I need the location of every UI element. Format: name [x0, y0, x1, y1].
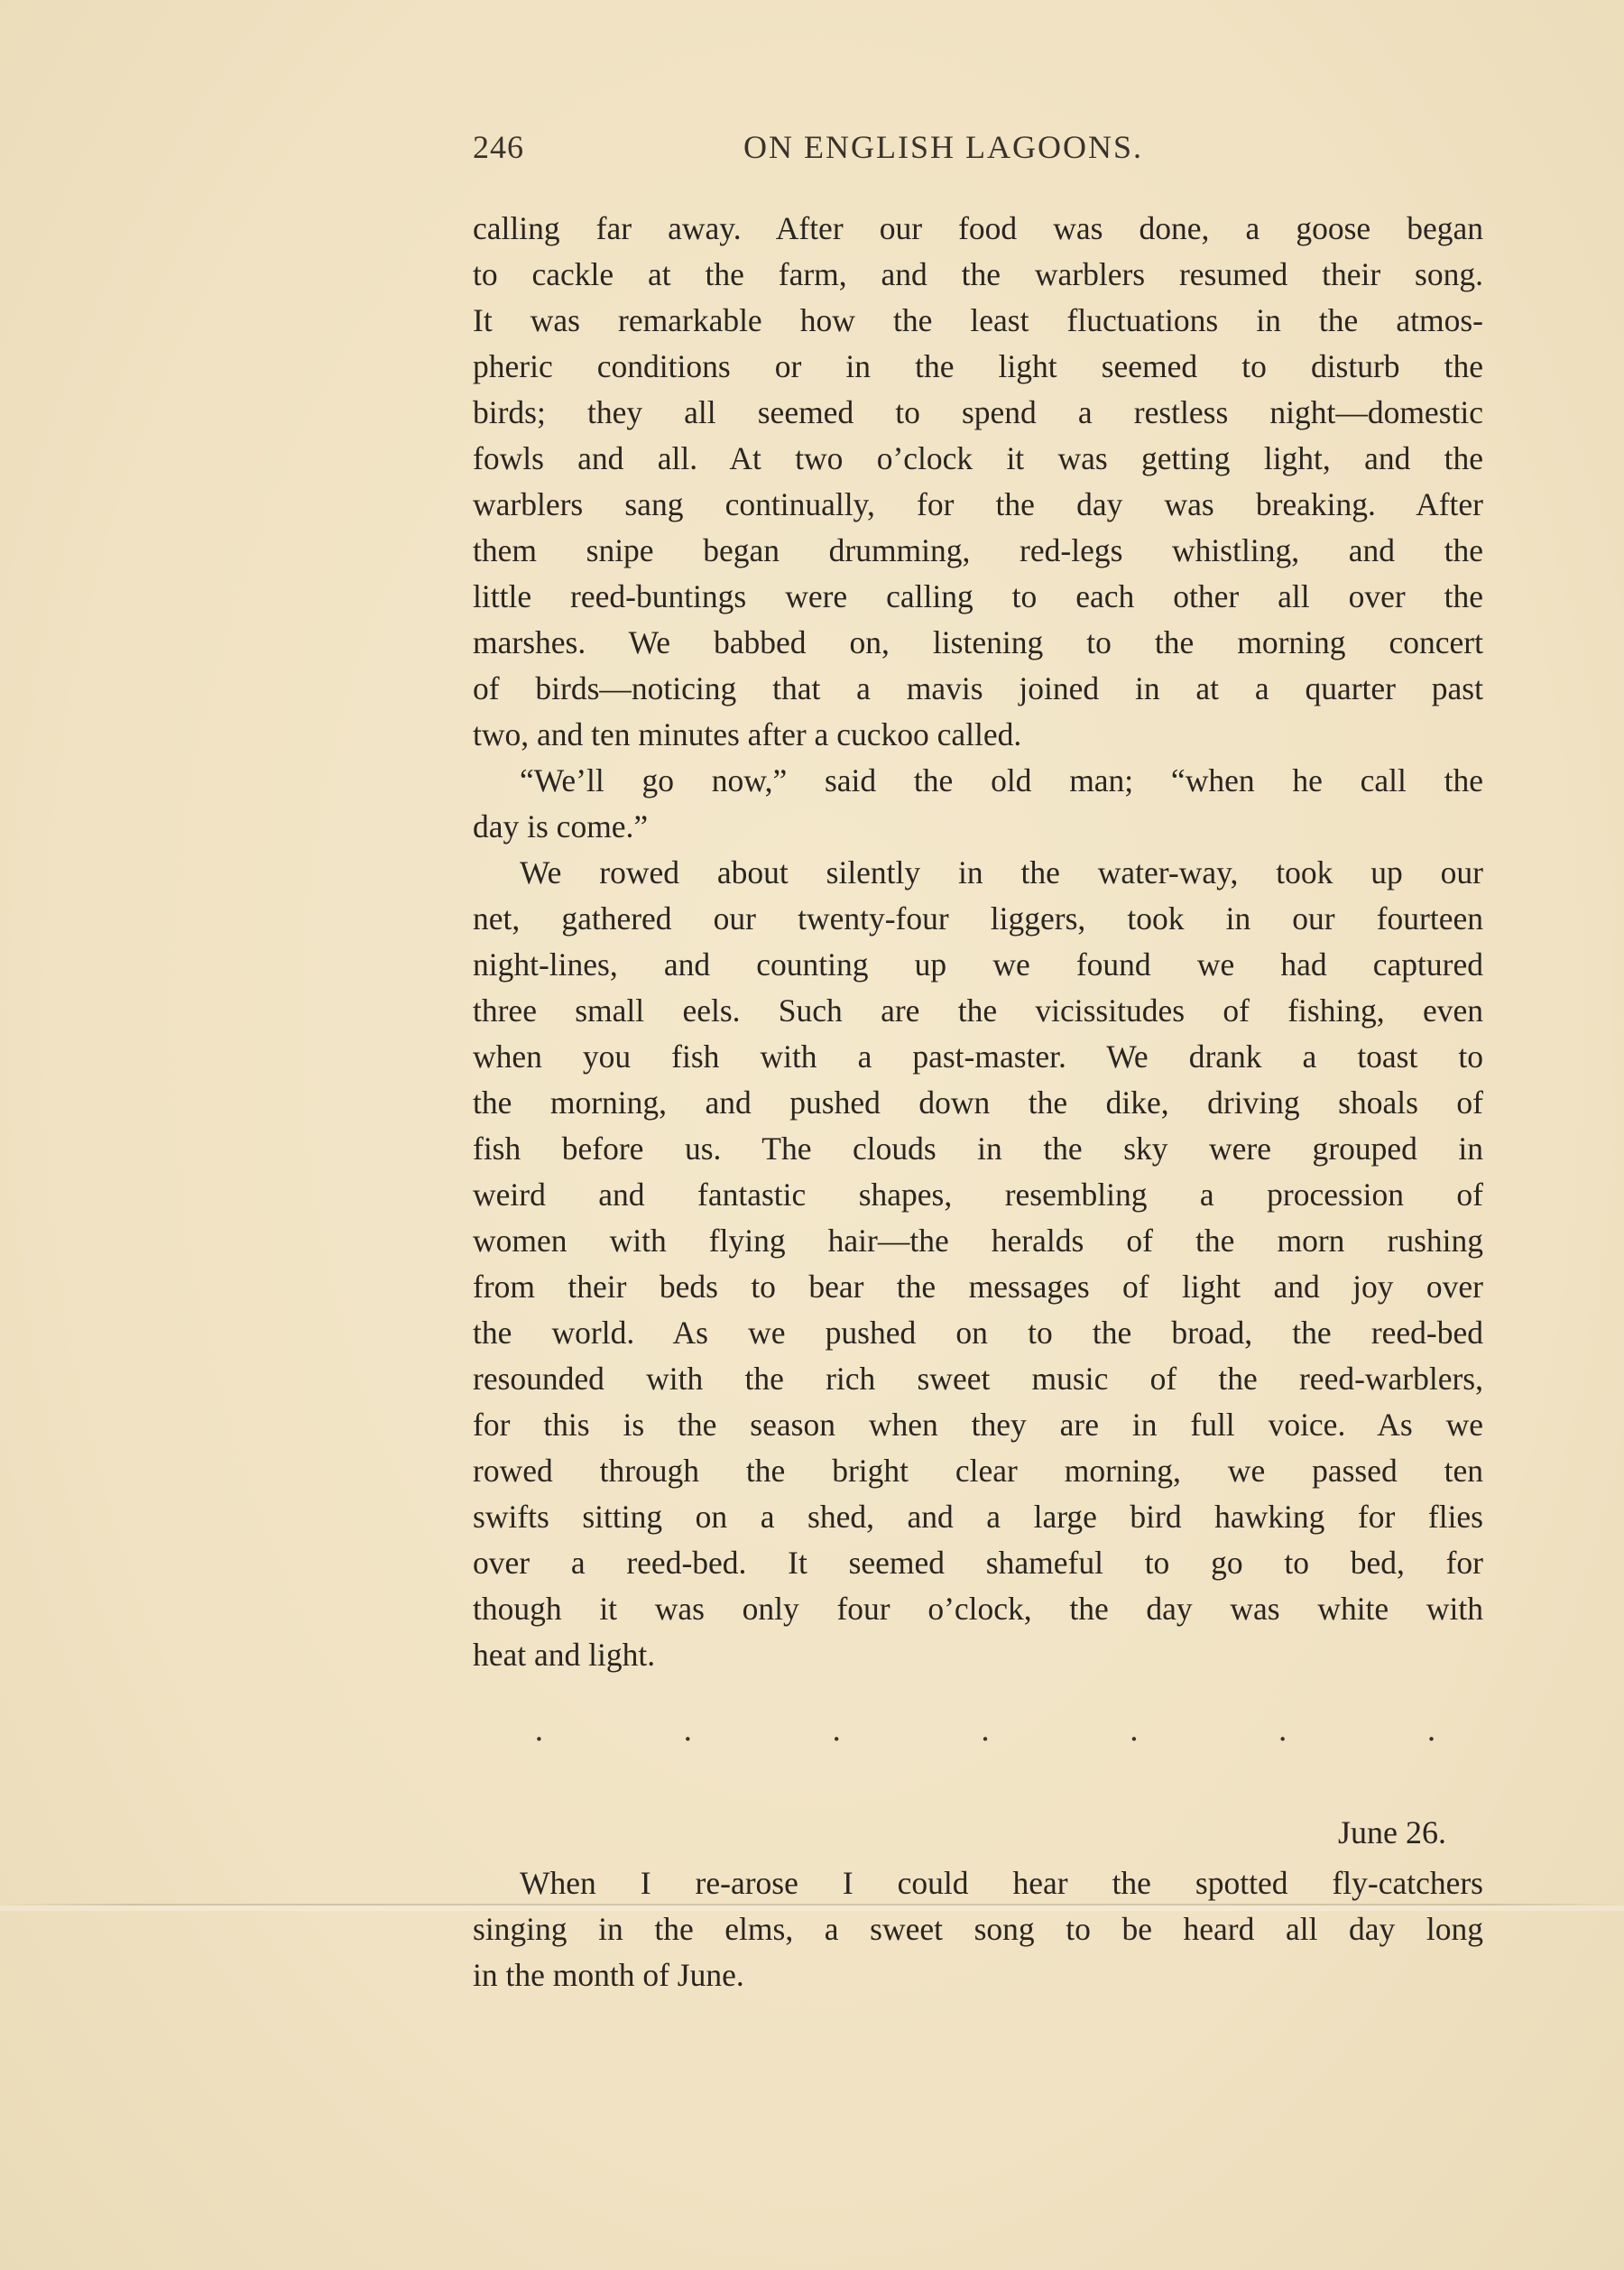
page-header [473, 128, 1483, 182]
text-line: the morning, and pushed down the dike, driving shoals of [473, 1084, 1483, 1121]
separator-dot: . [534, 1712, 544, 1749]
entry-date: June 26. [1338, 1814, 1446, 1850]
text-line: little reed-buntings were calling to each other all over the [473, 578, 1483, 614]
text-line: singing in the elms, a sweet song to be heard all day long [473, 1911, 1483, 1947]
running-title: ON ENGLISH LAGOONS. [743, 129, 1143, 165]
text-line: net, gathered our twenty-four liggers, took in our fourteen [473, 900, 1483, 937]
separator-dot: . [1129, 1712, 1140, 1749]
text-line: three small eels. Such are the vicissitudes of fishing, even [473, 992, 1483, 1029]
text-line: fowls and all. At two o’clock it was getting light, and the [473, 440, 1483, 476]
text-line: day is come.” [473, 808, 649, 844]
text-line: When I re-arose I could hear the spotted fly-catchers [520, 1865, 1483, 1901]
text-line: over a reed-bed. It seemed shameful to go to bed, for [473, 1545, 1483, 1581]
text-line: rowed through the bright clear morning, we passed ten [473, 1453, 1483, 1489]
text-line: calling far away. After our food was done, a goose began [473, 210, 1483, 246]
separator-dot: . [1278, 1712, 1288, 1749]
page-number: 246 [473, 129, 524, 165]
separator-dot: . [682, 1712, 693, 1749]
text-line: for this is the season when they are in full voice. As we [473, 1407, 1483, 1443]
main-text [473, 206, 1483, 1678]
section-separator [534, 1712, 1436, 1749]
text-line: though it was only four o’clock, the day was white with [473, 1591, 1483, 1627]
text-line: in the month of June. [473, 1957, 744, 1993]
text-line: warblers sang continually, for the day was breaking. After [473, 486, 1483, 522]
second-entry-text [473, 1860, 1483, 1998]
text-line: We rowed about silently in the water-way, took up our [520, 854, 1483, 890]
text-line: resounded with the rich sweet music of the reed-warblers, [473, 1361, 1483, 1397]
separator-dot: . [831, 1712, 842, 1749]
text-line: swifts sitting on a shed, and a large bird hawking for flies [473, 1499, 1483, 1535]
separator-dot: . [980, 1712, 991, 1749]
text-line: from their beds to bear the messages of light and joy over [473, 1269, 1483, 1305]
text-line: two, and ten minutes after a cuckoo called. [473, 716, 1022, 752]
text-line: when you fish with a past-master. We drank a toast to [473, 1038, 1483, 1075]
text-line: to cackle at the farm, and the warblers resumed their song. [473, 256, 1483, 292]
text-line: fish before us. The clouds in the sky were grouped in [473, 1130, 1483, 1167]
text-line: of birds—noticing that a mavis joined in at a quarter past [473, 670, 1483, 706]
text-line: pheric conditions or in the light seemed to disturb the [473, 348, 1483, 384]
text-line: night-lines, and counting up we found we had captured [473, 946, 1483, 983]
separator-dot: . [1426, 1712, 1436, 1749]
text-line: women with flying hair—the heralds of the morn rushing [473, 1223, 1483, 1259]
text-line: It was remarkable how the least fluctuations in the atmos- [473, 302, 1483, 338]
text-line: birds; they all seemed to spend a restless night—domestic [473, 394, 1483, 430]
text-line: weird and fantastic shapes, resembling a procession of [473, 1177, 1483, 1213]
text-line: them snipe began drumming, red-legs whistling, and the [473, 532, 1483, 568]
text-line: heat and light. [473, 1637, 656, 1673]
text-line: the world. As we pushed on to the broad, the reed-bed [473, 1315, 1483, 1351]
text-line: “We’ll go now,” said the old man; “when he call the [520, 762, 1483, 798]
text-line: marshes. We babbed on, listening to the morning concert [473, 624, 1483, 660]
